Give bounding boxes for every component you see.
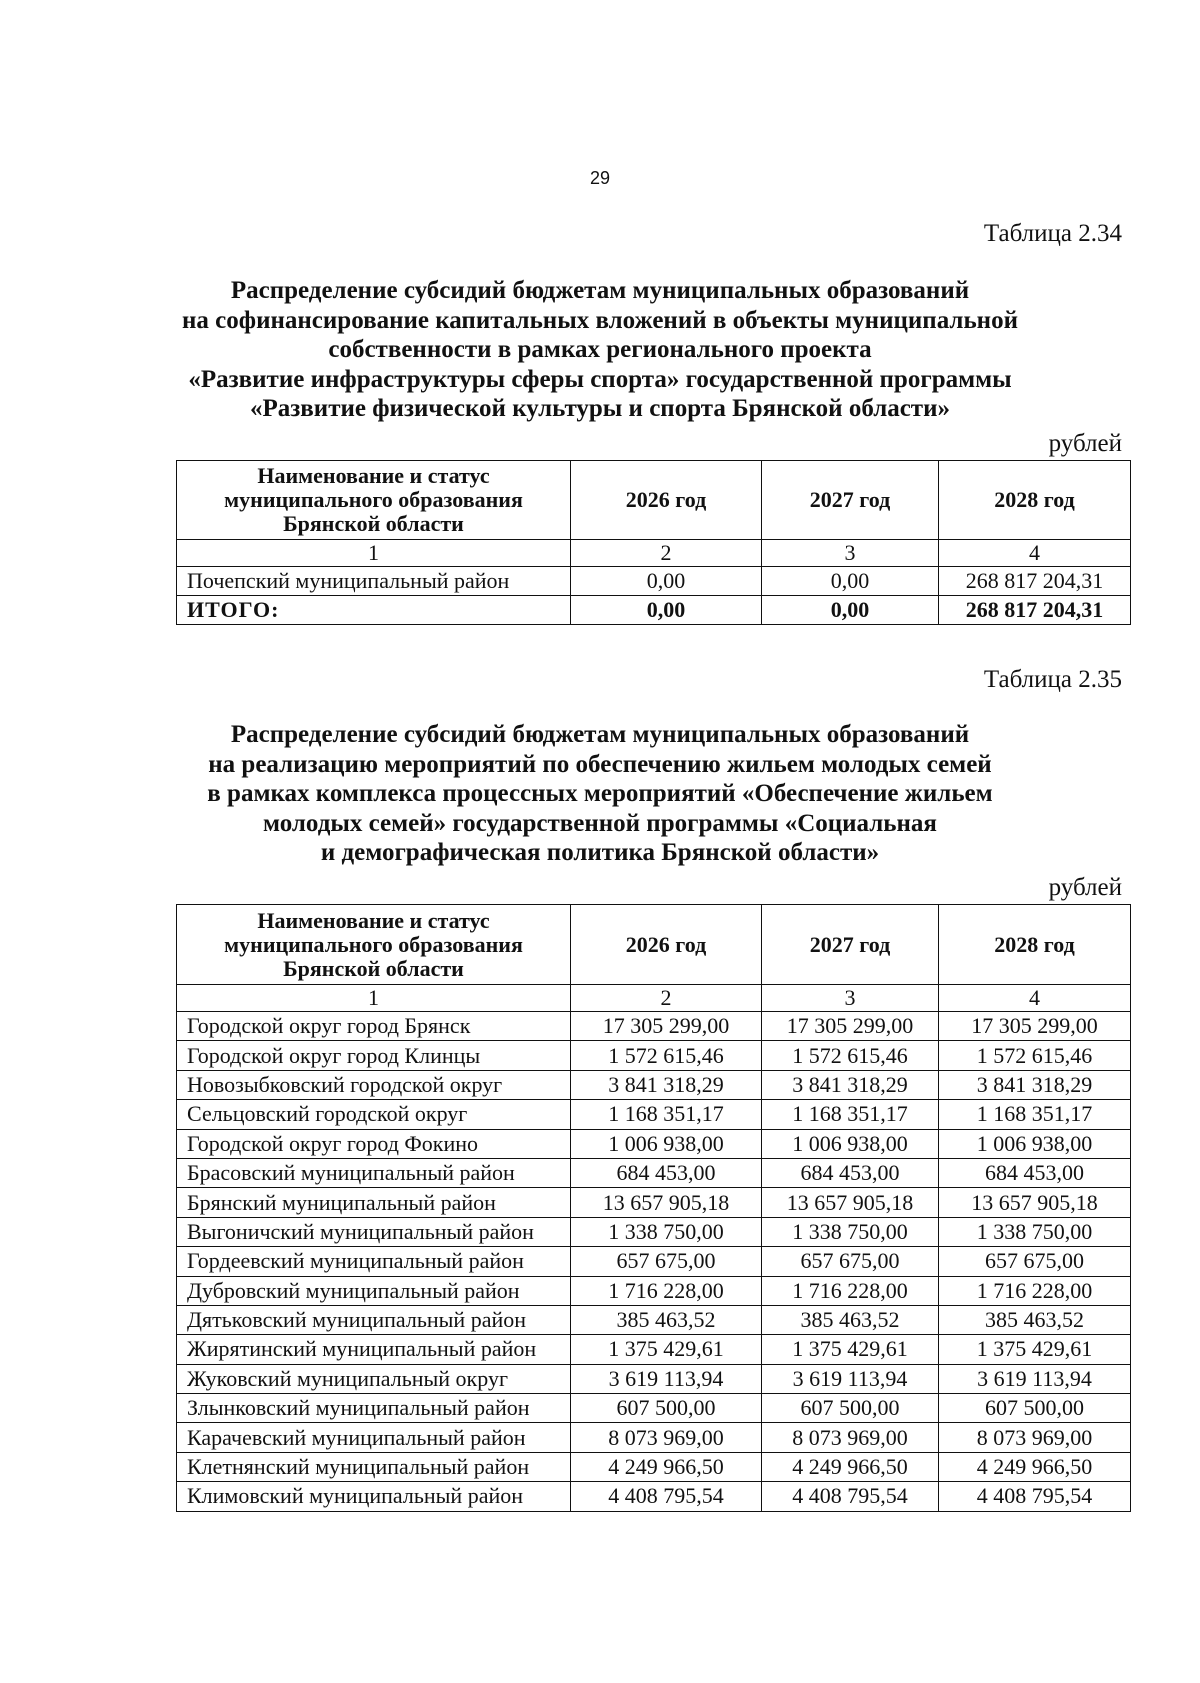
value-2026: 0,00 <box>571 567 762 596</box>
row-name: Климовский муниципальный район <box>177 1482 571 1511</box>
row-name: Злынковский муниципальный район <box>177 1394 571 1423</box>
value-2027: 1 168 351,17 <box>762 1100 939 1129</box>
table-row <box>177 1452 1131 1481</box>
column-header-2028: 2028 год <box>939 905 1131 985</box>
row-name: Новозыбковский городской округ <box>177 1070 571 1099</box>
title-line: в рамках комплекса процессных мероприятий «Обеспечение жильем <box>207 780 993 807</box>
value-2028: 385 463,52 <box>939 1305 1131 1334</box>
index-cell: 4 <box>939 985 1131 1012</box>
value-2026: 17 305 299,00 <box>571 1012 762 1041</box>
header-row <box>177 461 1131 540</box>
value-2026: 1 338 750,00 <box>571 1217 762 1246</box>
value-2026: 607 500,00 <box>571 1394 762 1423</box>
value-2026: 3 619 113,94 <box>571 1364 762 1393</box>
table-label-2-35: Таблица 2.35 <box>983 666 1122 693</box>
table-row <box>177 1276 1131 1305</box>
value-2026: 8 073 969,00 <box>571 1423 762 1452</box>
value-2027: 684 453,00 <box>762 1158 939 1187</box>
total-row <box>177 596 1131 625</box>
table-row <box>177 567 1131 596</box>
total-label: ИТОГО: <box>177 596 571 625</box>
value-2026: 4 408 795,54 <box>571 1482 762 1511</box>
column-header-name: Наименование и статус муниципального образования Брянской области <box>177 461 571 540</box>
value-2028: 8 073 969,00 <box>939 1423 1131 1452</box>
index-cell: 2 <box>571 985 762 1012</box>
value-2027: 8 073 969,00 <box>762 1423 939 1452</box>
row-name: Почепский муниципальный район <box>177 567 571 596</box>
row-name: Дятьковский муниципальный район <box>177 1305 571 1334</box>
row-name: Выгоничский муниципальный район <box>177 1217 571 1246</box>
column-header-2027: 2027 год <box>762 905 939 985</box>
value-2027: 4 408 795,54 <box>762 1482 939 1511</box>
row-name: Брасовский муниципальный район <box>177 1158 571 1187</box>
total-2026: 0,00 <box>571 596 762 625</box>
index-cell: 1 <box>177 985 571 1012</box>
column-header-2028: 2028 год <box>939 461 1131 540</box>
table-row <box>177 1041 1131 1070</box>
value-2026: 1 375 429,61 <box>571 1335 762 1364</box>
row-name: Дубровский муниципальный район <box>177 1276 571 1305</box>
units-label: рублей <box>1048 874 1122 901</box>
row-name: Сельцовский городской округ <box>177 1100 571 1129</box>
value-2027: 1 716 228,00 <box>762 1276 939 1305</box>
index-row <box>177 985 1131 1012</box>
row-name: Гордеевский муниципальный район <box>177 1247 571 1276</box>
title-line: на реализацию мероприятий по обеспечению жильем молодых семей <box>208 750 992 778</box>
row-name: Брянский муниципальный район <box>177 1188 571 1217</box>
column-header-2026: 2026 год <box>571 461 762 540</box>
value-2028: 657 675,00 <box>939 1247 1131 1276</box>
value-2027: 13 657 905,18 <box>762 1188 939 1217</box>
page-number: 29 <box>589 168 611 188</box>
title-line: собственности в рамках регионального проекта <box>328 336 872 363</box>
table-row <box>177 1100 1131 1129</box>
units-label: рублей <box>1048 430 1122 457</box>
value-2026: 13 657 905,18 <box>571 1188 762 1217</box>
index-cell: 4 <box>939 540 1131 567</box>
title-line: Распределение субсидий бюджетам муниципальных образований <box>230 277 970 304</box>
value-2027: 607 500,00 <box>762 1394 939 1423</box>
table-row <box>177 1305 1131 1334</box>
row-name: Городской округ город Брянск <box>177 1012 571 1041</box>
table-row <box>177 1217 1131 1246</box>
title-line: на софинансирование капитальных вложений в объекты муниципальной <box>182 306 1018 334</box>
row-name: Клетнянский муниципальный район <box>177 1452 571 1481</box>
value-2027: 4 249 966,50 <box>762 1452 939 1481</box>
title-line: и демографическая политика Брянской области» <box>320 839 880 866</box>
value-2027: 3 841 318,29 <box>762 1070 939 1099</box>
value-2028: 4 408 795,54 <box>939 1482 1131 1511</box>
value-2026: 657 675,00 <box>571 1247 762 1276</box>
value-2027: 1 375 429,61 <box>762 1335 939 1364</box>
value-2028: 1 006 938,00 <box>939 1129 1131 1158</box>
value-2027: 1 006 938,00 <box>762 1129 939 1158</box>
value-2028: 13 657 905,18 <box>939 1188 1131 1217</box>
value-2027: 3 619 113,94 <box>762 1364 939 1393</box>
value-2028: 3 841 318,29 <box>939 1070 1131 1099</box>
table-row <box>177 1247 1131 1276</box>
column-header-name: Наименование и статус муниципального образования Брянской области <box>177 905 571 985</box>
value-2026: 1 572 615,46 <box>571 1041 762 1070</box>
table-row <box>177 1158 1131 1187</box>
value-2027: 1 338 750,00 <box>762 1217 939 1246</box>
total-2027: 0,00 <box>762 596 939 625</box>
table-row <box>177 1364 1131 1393</box>
table-row <box>177 1423 1131 1452</box>
value-2028: 1 168 351,17 <box>939 1100 1131 1129</box>
value-2027: 1 572 615,46 <box>762 1041 939 1070</box>
value-2027: 0,00 <box>762 567 939 596</box>
value-2028: 1 572 615,46 <box>939 1041 1131 1070</box>
row-name: Городской округ город Клинцы <box>177 1041 571 1070</box>
value-2026: 684 453,00 <box>571 1158 762 1187</box>
row-name: Городской округ город Фокино <box>177 1129 571 1158</box>
header-row <box>177 905 1131 985</box>
table-row <box>177 1335 1131 1364</box>
value-2026: 1 006 938,00 <box>571 1129 762 1158</box>
row-name: Жуковский муниципальный округ <box>177 1364 571 1393</box>
index-cell: 3 <box>762 985 939 1012</box>
title-line: молодых семей» государственной программы «Социальная <box>263 809 937 837</box>
value-2026: 1 716 228,00 <box>571 1276 762 1305</box>
value-2026: 1 168 351,17 <box>571 1100 762 1129</box>
value-2028: 4 249 966,50 <box>939 1452 1131 1481</box>
row-name: Жирятинский муниципальный район <box>177 1335 571 1364</box>
table-row <box>177 1394 1131 1423</box>
column-header-2026: 2026 год <box>571 905 762 985</box>
table-body <box>177 1012 1131 1512</box>
value-2028: 268 817 204,31 <box>939 567 1131 596</box>
index-row <box>177 540 1131 567</box>
table-row <box>177 1129 1131 1158</box>
table-title-2-35 <box>150 720 1050 868</box>
table-row <box>177 1070 1131 1099</box>
value-2028: 1 716 228,00 <box>939 1276 1131 1305</box>
total-2028: 268 817 204,31 <box>939 596 1131 625</box>
row-name: Карачевский муниципальный район <box>177 1423 571 1452</box>
index-cell: 1 <box>177 540 571 567</box>
value-2027: 17 305 299,00 <box>762 1012 939 1041</box>
title-line: Распределение субсидий бюджетам муниципальных образований <box>230 721 970 748</box>
value-2028: 1 375 429,61 <box>939 1335 1131 1364</box>
value-2028: 684 453,00 <box>939 1158 1131 1187</box>
value-2028: 607 500,00 <box>939 1394 1131 1423</box>
index-cell: 2 <box>571 540 762 567</box>
value-2026: 385 463,52 <box>571 1305 762 1334</box>
value-2028: 3 619 113,94 <box>939 1364 1131 1393</box>
subsidy-table-2-34 <box>176 460 1131 625</box>
table-label-2-34: Таблица 2.34 <box>983 220 1122 247</box>
value-2027: 385 463,52 <box>762 1305 939 1334</box>
table-row <box>177 1012 1131 1041</box>
column-header-2027: 2027 год <box>762 461 939 540</box>
value-2028: 17 305 299,00 <box>939 1012 1131 1041</box>
value-2026: 3 841 318,29 <box>571 1070 762 1099</box>
subsidy-table-2-35 <box>176 904 1131 1512</box>
table-title-2-34 <box>150 276 1050 424</box>
index-cell: 3 <box>762 540 939 567</box>
value-2026: 4 249 966,50 <box>571 1452 762 1481</box>
value-2027: 657 675,00 <box>762 1247 939 1276</box>
title-line: «Развитие физической культуры и спорта Брянской области» <box>249 395 950 422</box>
table-row <box>177 1188 1131 1217</box>
value-2028: 1 338 750,00 <box>939 1217 1131 1246</box>
title-line: «Развитие инфраструктуры сферы спорта» государственной программы <box>188 365 1012 393</box>
table-row <box>177 1482 1131 1511</box>
